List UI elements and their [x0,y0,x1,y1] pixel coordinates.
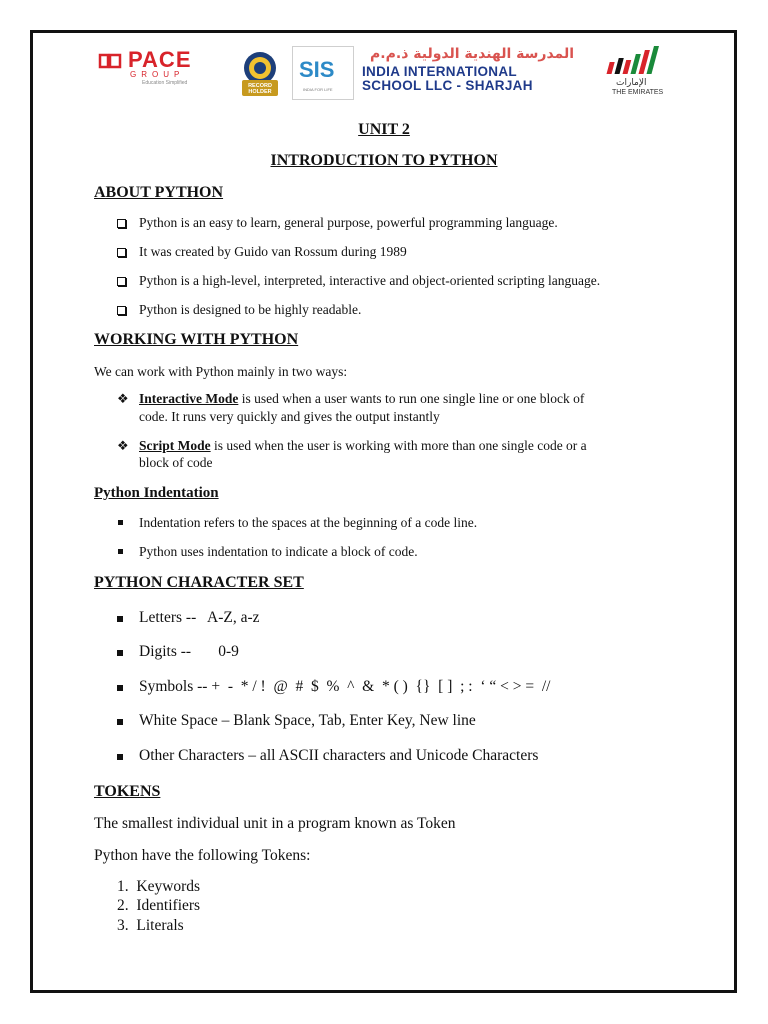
school-name-line1: INDIA INTERNATIONAL [362,64,517,79]
section-heading-tokens: TOKENS [94,783,161,800]
school-name [362,65,574,93]
about-item: Python is an easy to learn, general purpose, powerful programming language. [139,215,558,230]
tokens-definition: The smallest individual unit in a program known as Token [94,815,456,832]
charset-letters: Letters -- A-Z, a-z [139,609,260,626]
school-name-arabic: المدرسة الهندية الدولية ذ.م.م [370,46,574,62]
document-title: INTRODUCTION TO PYTHON [270,152,498,169]
mode-desc: is used when a user wants to run one single line or one block of [238,391,585,406]
about-item: It was created by Guido van Rossum during 1989 [139,244,407,259]
square-bullet-icon [117,616,123,622]
tokens-intro: Python have the following Tokens: [94,847,311,864]
indentation-item: Indentation refers to the spaces at the beginning of a code line. [139,515,478,530]
diamond-bullet-icon: ❖ [117,391,129,406]
square-bullet-icon [117,719,123,725]
square-bullet-icon [117,650,123,656]
charset-other: Other Characters – all ASCII characters and Unicode Characters [139,747,539,764]
mode-term: Script Mode [139,438,211,453]
indentation-item: Python uses indentation to indicate a block of code. [139,544,418,559]
section-heading-charset: PYTHON CHARACTER SET [94,574,304,591]
about-item: Python is designed to be highly readable. [139,302,362,317]
section-heading-indentation: Python Indentation [94,485,219,501]
mode-desc: is used when the user is working with more than one single code or a [210,438,587,453]
square-bullet-icon [118,549,123,554]
checkbox-bullet-icon [117,306,126,315]
mode-script-line2: block of code [139,455,213,470]
pace-logo-sub: GROUP [130,70,185,79]
square-bullet-icon [117,754,123,760]
section-heading-working: WORKING WITH PYTHON [94,331,299,348]
emirates-logo-arabic: الإمارات [616,78,647,88]
mode-term: Interactive Mode [139,391,239,406]
emirates-stripes-icon [602,46,674,78]
charset-whitespace: White Space – Blank Space, Tab, Enter Key, New line [139,712,476,729]
charset-symbols: Symbols -- + - * / ! @ # $ % ^ & * ( ) {} [ ] ; : ‘ “ < > = // [139,678,551,695]
square-bullet-icon [117,685,123,691]
emirates-logo-english: THE EMIRATES [612,89,664,96]
guinness-record-holder-badge [238,50,282,98]
tokens-list-item: 3. Literals [117,917,184,934]
checkbox-bullet-icon [117,219,126,228]
pace-group-logo [98,47,218,87]
school-name-line2: SCHOOL LLC - SHARJAH [362,78,533,93]
tokens-list-item: 1. Keywords [117,878,201,895]
charset-digits: Digits -- 0-9 [139,643,239,660]
tokens-list-item: 2. Identifiers [117,897,201,914]
unit-title: UNIT 2 [358,121,410,138]
diamond-bullet-icon: ❖ [117,438,129,453]
record-holder-label: RECORD HOLDER [248,83,272,95]
section-heading-about: ABOUT PYTHON [94,184,224,201]
mode-interactive-line2: code. It runs very quickly and gives the output instantly [139,409,440,424]
about-item: Python is a high-level, interpreted, interactive and object-oriented scripting language. [139,273,601,288]
working-intro: We can work with Python mainly in two ways: [94,364,348,379]
sis-logo [292,46,354,100]
checkbox-bullet-icon [117,277,126,286]
square-bullet-icon [118,520,123,525]
checkbox-bullet-icon [117,248,126,257]
pace-mark-icon [98,52,124,70]
mode-script-line1 [139,438,587,454]
sis-logo-text: SIS [299,57,335,82]
mode-interactive-line1 [139,391,584,407]
letterhead [0,0,768,110]
pace-logo-name: PACE [128,47,192,72]
pace-logo-tagline: Education Simplified [142,80,188,86]
sis-logo-tagline: INDIA FOR LIFE [303,87,333,92]
the-emirates-logo [602,46,674,102]
